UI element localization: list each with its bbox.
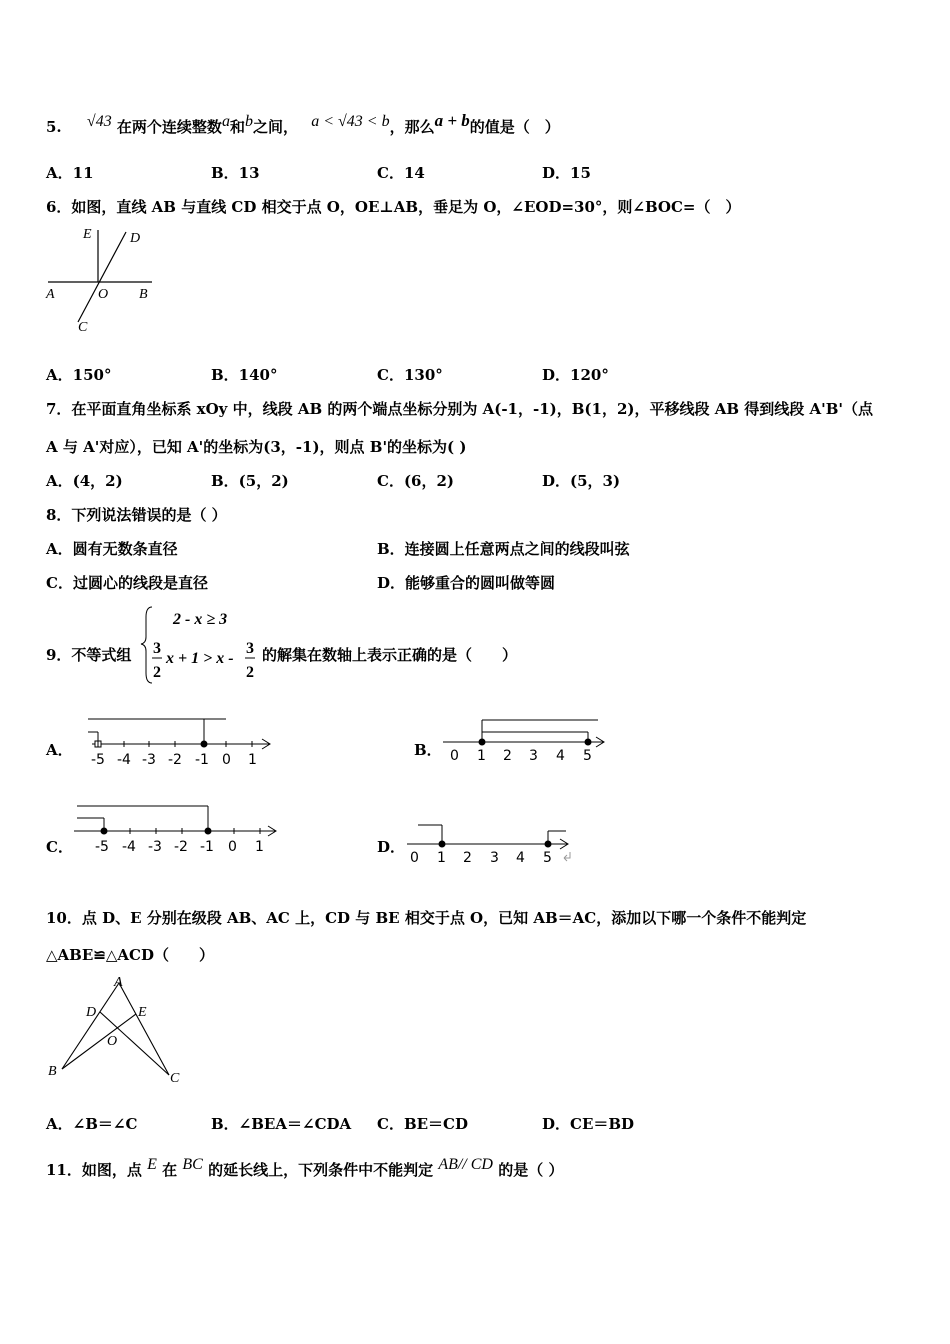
label-b: B (48, 1064, 57, 1079)
label-a: A (46, 287, 55, 302)
segment-be (62, 1014, 136, 1069)
question-text: 的值是（ ） (469, 118, 560, 136)
option-b[interactable]: B．(5，2) (211, 472, 289, 490)
variable-b: b (244, 113, 253, 130)
inequality-1: 2 - x ≥ 3 (173, 611, 228, 628)
sum-expression: a + b (434, 111, 470, 130)
option-b[interactable]: B．140° (211, 366, 278, 384)
variable-e: E (147, 1156, 157, 1173)
variable-a: a (221, 113, 230, 130)
sqrt-43: √43 (86, 113, 112, 130)
tick-label: -5 (91, 752, 105, 768)
tick-label: 1 (437, 850, 446, 866)
label-a: A (114, 975, 123, 990)
question-11 (46, 1156, 564, 1180)
option-c[interactable]: C．14 (377, 164, 425, 182)
fraction-denominator: 2 (246, 664, 254, 681)
tick-label: 0 (222, 752, 231, 768)
option-b[interactable]: B．∠BEA＝∠CDA (211, 1115, 352, 1133)
question-text: 的是（ ） (498, 1161, 564, 1179)
question-text: 在两个连续整数 (116, 118, 222, 136)
inequality-2: x + 1 > x - (166, 650, 234, 667)
tick-label: 5 (583, 748, 592, 764)
question-text: ，那么 (389, 118, 435, 136)
label-e: E (83, 227, 92, 242)
question-5 (46, 111, 560, 137)
question-9-prefix: 9．不等式组 (46, 646, 132, 664)
question-7-line-2: A 与 A'对应），已知 A'的坐标为(3，-1)，则点 B'的坐标为( ) (46, 438, 467, 456)
tick-label: -1 (200, 839, 214, 855)
label-c: C (78, 320, 88, 335)
question-10-line-2: △ABE≌△ACD（ ） (46, 946, 214, 964)
solid-point (585, 739, 592, 746)
tick-label: -5 (95, 839, 109, 855)
return-mark-icon (564, 852, 570, 861)
variable-bc: BC (182, 1156, 203, 1173)
tick-label: 2 (503, 748, 512, 764)
fraction-numerator: 3 (246, 640, 254, 657)
question-text: 在 (162, 1161, 178, 1179)
brace (141, 607, 152, 683)
option-d[interactable]: D．CE＝BD (542, 1115, 635, 1133)
option-c[interactable]: C． (46, 838, 73, 856)
option-a[interactable]: A．(4，2) (46, 472, 123, 490)
number-line-a (82, 712, 282, 770)
option-d[interactable]: D．120° (542, 366, 609, 384)
side-ab (62, 983, 119, 1069)
tick-label: -4 (122, 839, 136, 855)
option-a[interactable]: A． (46, 741, 73, 759)
option-b[interactable]: B．13 (211, 164, 260, 182)
question-8: 8．下列说法错误的是（ ） (46, 506, 227, 524)
question-7-line-1: 7．在平面直角坐标系 xOy 中，线段 AB 的两个端点坐标分别为 A(-1，-1)，B(1，2)，平移线段 AB 得到线段 A'B'（点 (46, 400, 873, 418)
option-d[interactable]: D．(5，3) (542, 472, 621, 490)
option-d[interactable]: D．15 (542, 164, 591, 182)
label-o: O (98, 287, 109, 302)
option-a[interactable]: A．150° (46, 366, 112, 384)
side-ac (119, 983, 169, 1075)
tick-label: 1 (255, 839, 264, 855)
option-c[interactable]: C．过圆心的线段是直径 (46, 574, 208, 592)
figure-intersecting-lines (40, 222, 170, 337)
tick-label: 3 (490, 850, 499, 866)
label-e: E (138, 1005, 147, 1020)
tick-label: -2 (174, 839, 188, 855)
solid-point (201, 741, 208, 748)
option-c[interactable]: C．130° (377, 366, 443, 384)
tick-label: 4 (556, 748, 565, 764)
tick-label: 1 (248, 752, 257, 768)
option-a[interactable]: A．∠B＝∠C (46, 1115, 138, 1133)
tick-label: 5 (543, 850, 552, 866)
solid-point (479, 739, 486, 746)
number-line-d (404, 818, 584, 868)
tick-label: 0 (410, 850, 419, 866)
option-b[interactable]: B． (414, 741, 442, 759)
tick-label: 0 (228, 839, 237, 855)
fraction-denominator: 2 (153, 664, 161, 681)
question-10-line-1: 10．点 D、E 分别在级段 AB、AC 上，CD 与 BE 相交于点 O，已知 AB＝AC，添加以下哪一个条件不能判定 (46, 909, 807, 927)
solid-point (101, 828, 108, 835)
option-a[interactable]: A．11 (46, 164, 94, 182)
tick-label: -4 (117, 752, 131, 768)
question-6: 6．如图，直线 AB 与直线 CD 相交于点 O，OE⊥AB，垂足为 O，∠EOD=30°，则∠BOC=（ ） (46, 198, 741, 216)
option-d[interactable]: D． (377, 838, 406, 856)
label-d: D (86, 1005, 97, 1020)
option-b[interactable]: B．连接圆上任意两点之间的线段叫弦 (377, 540, 630, 558)
label-o: O (107, 1034, 118, 1049)
tick-label: 4 (516, 850, 525, 866)
option-d[interactable]: D．能够重合的圆叫做等圆 (377, 574, 556, 592)
tick-label: -2 (168, 752, 182, 768)
tick-label: 2 (463, 850, 472, 866)
question-text: 的延长线上，下列条件中不能判定 (208, 1161, 434, 1179)
label-c: C (170, 1071, 180, 1086)
inequality-system (140, 603, 265, 685)
parallel-condition: AB// CD (438, 1156, 493, 1173)
question-text: 11．如图，点 (46, 1161, 142, 1179)
question-number: 5. (46, 118, 62, 136)
option-c[interactable]: C．(6，2) (377, 472, 455, 490)
question-text: 之间， (252, 118, 298, 136)
solid-point (439, 841, 446, 848)
tick-label: -1 (195, 752, 209, 768)
solid-point (205, 828, 212, 835)
number-line-c (72, 800, 287, 860)
tick-label: 0 (450, 748, 459, 764)
tick-label: 1 (477, 748, 486, 764)
number-line-b (440, 712, 615, 770)
option-a[interactable]: A．圆有无数条直径 (46, 540, 178, 558)
tick-label: -3 (142, 752, 156, 768)
question-text: 和 (229, 118, 245, 136)
inequality: a < √43 < b (311, 113, 390, 130)
tick-label: -3 (148, 839, 162, 855)
label-d: D (130, 231, 141, 246)
figure-triangle (44, 974, 189, 1086)
tick-label: 3 (529, 748, 538, 764)
fraction-numerator: 3 (153, 640, 161, 657)
question-9-suffix: 的解集在数轴上表示正确的是（ ） (262, 646, 518, 664)
solid-point (545, 841, 552, 848)
option-c[interactable]: C．BE＝CD (377, 1115, 468, 1133)
label-b: B (139, 287, 148, 302)
line-cd (78, 232, 126, 322)
